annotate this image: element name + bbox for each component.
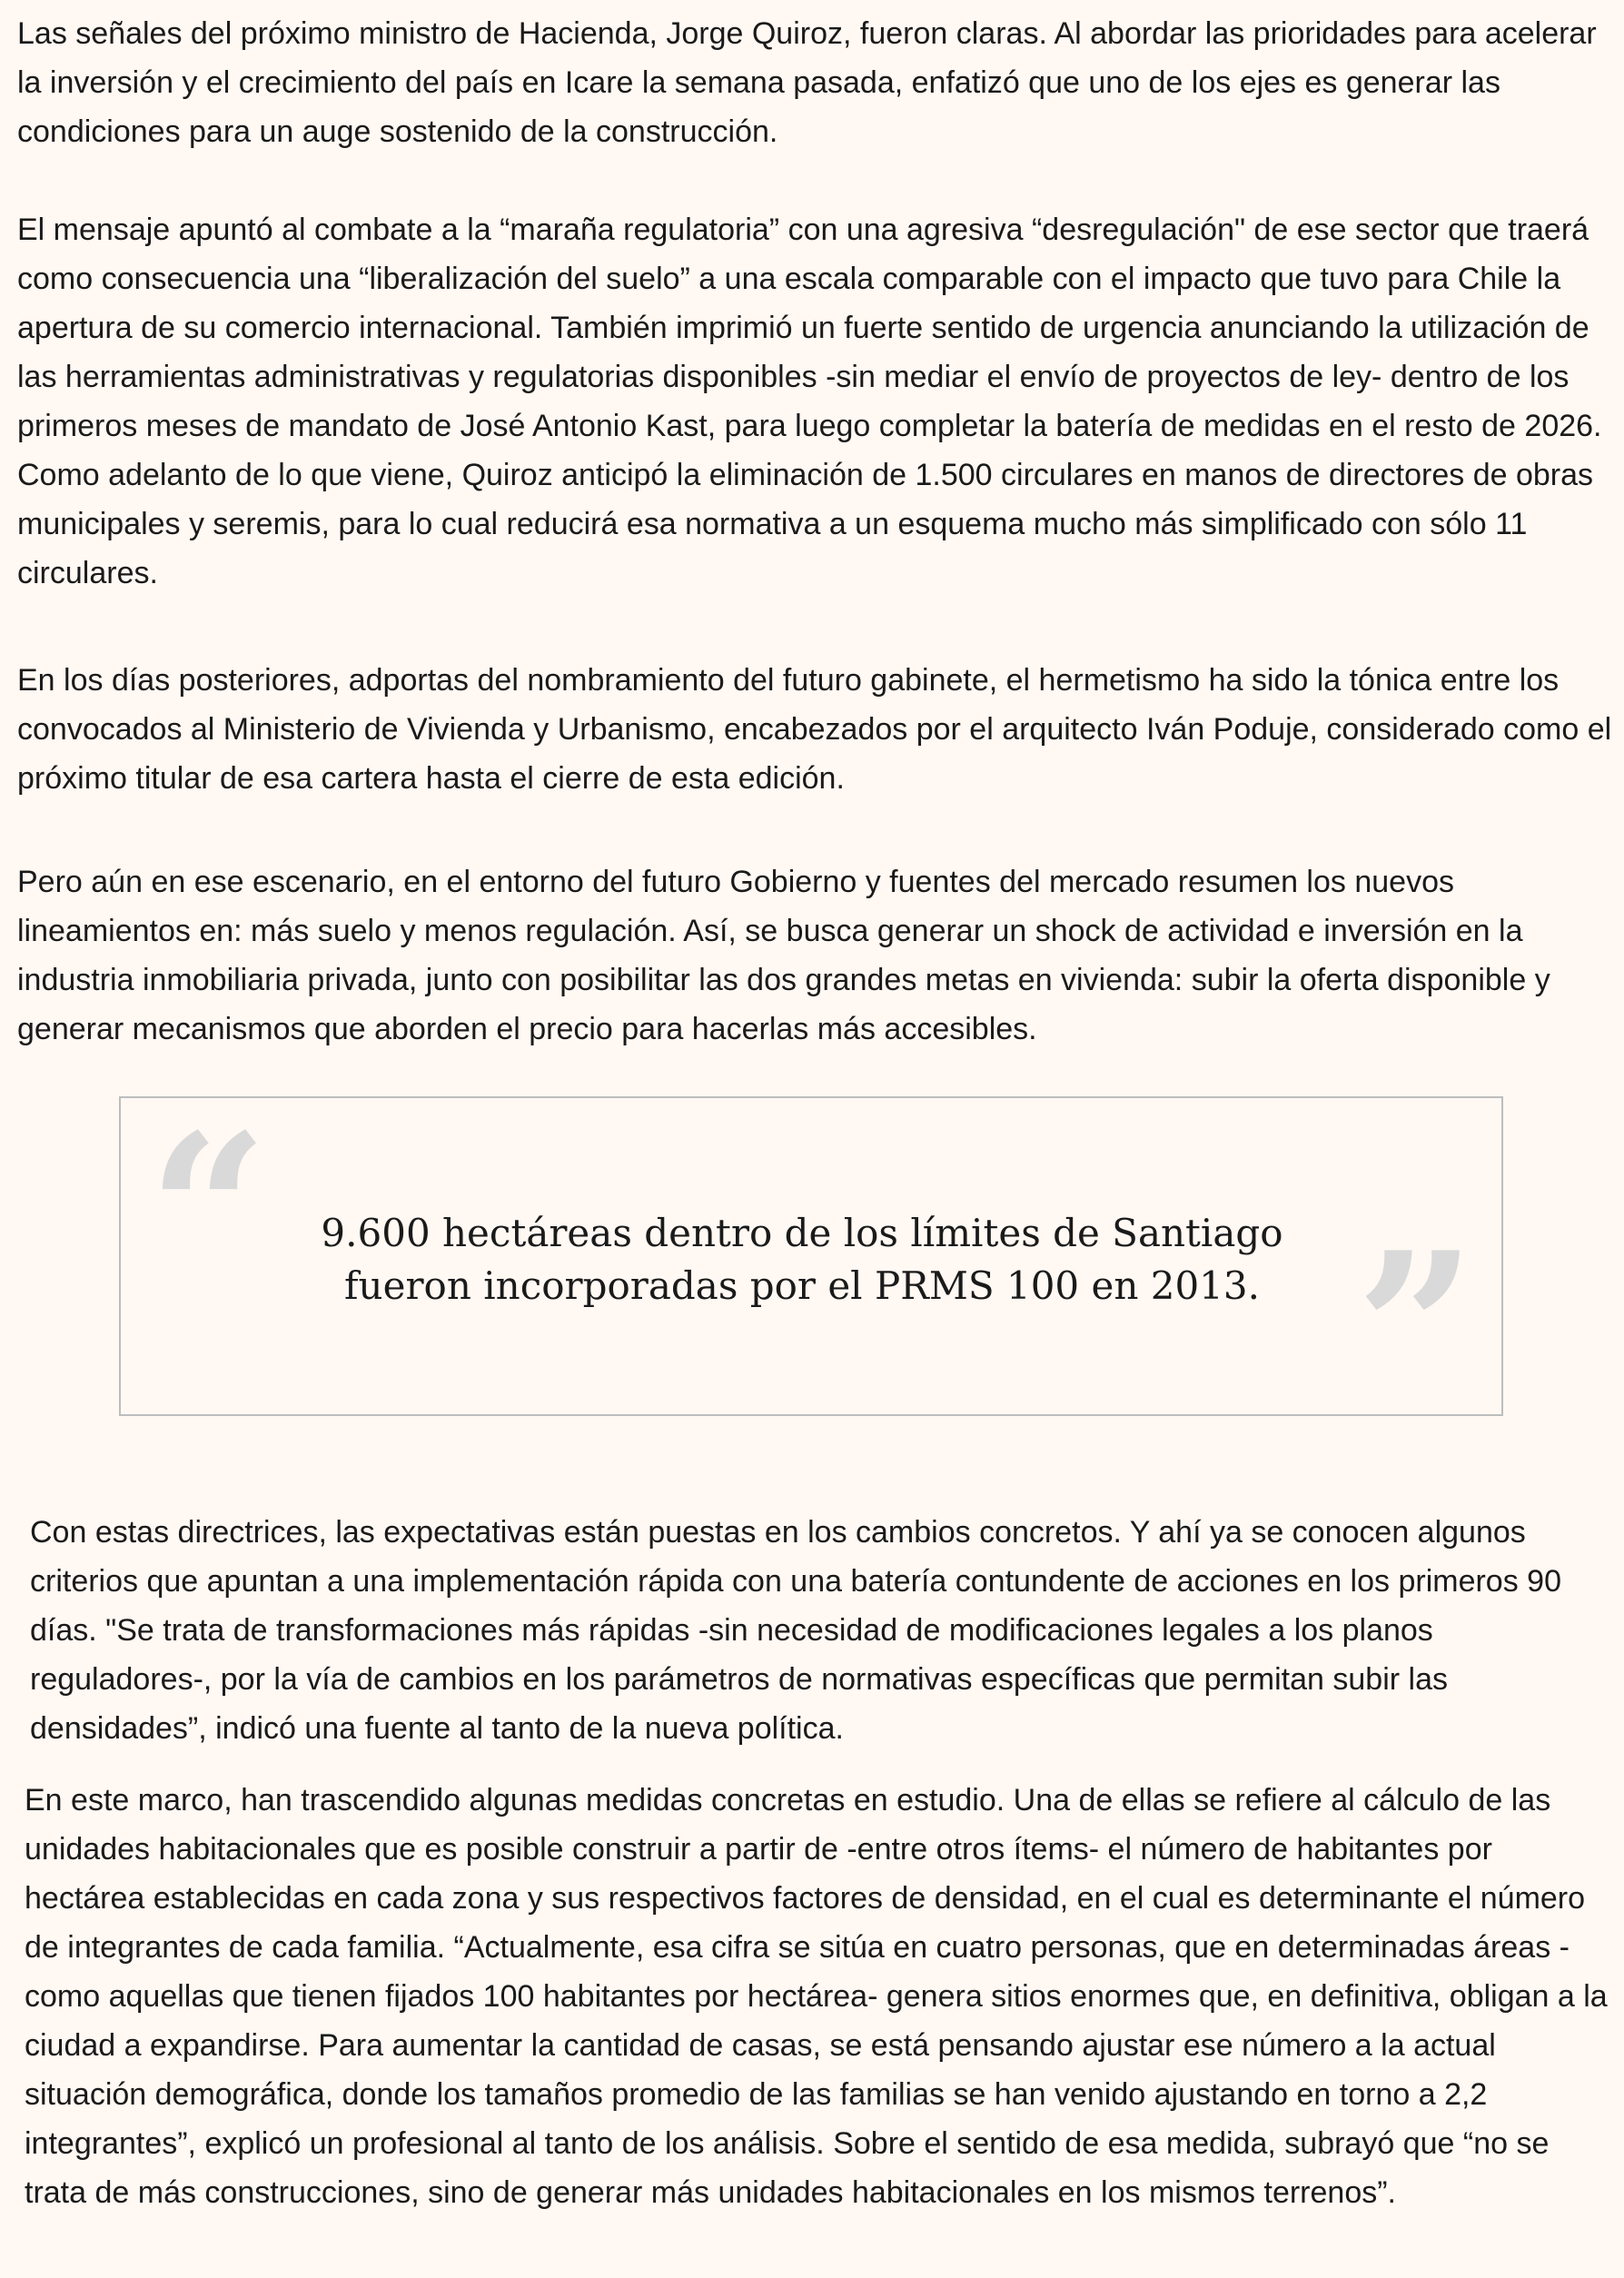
- article-paragraph-5: Con estas directrices, las expectativas están puestas en los cambios concretos. Y ahí ya se conocen algunos criterios que apuntan a una implementación rápida con una batería contundente de acciones en los primeros 90 días. "Se trata de transformaciones más rápidas -sin necesidad de modificaciones legales a los planos reguladores-, por la vía de cambios en los parámetros de normativas específicas que permitan subir las densidades”, indicó una fuente al tanto de la nueva política.: [30, 1515, 1561, 1746]
- pull-quote: [119, 1089, 1503, 1452]
- pull-quote-line-2: fueron incorporadas por el PRMS 100 en 2013.: [344, 1263, 1260, 1308]
- article-paragraph-6: En este marco, han trascendido algunas medidas concretas en estudio. Una de ellas se refiere al cálculo de las unidades habitacionales que es posible construir a partir de -entre otros ítems- el número de habitantes por hectárea establecidas en cada zona y sus respectivos factores de densidad, en el cual es determinante el número de integrantes de cada familia. “Actualmente, esa cifra se sitúa en cuatro personas, que en determinadas áreas -como aquellas que tienen fijados 100 habitantes por hectárea- genera sitios enormes que, en definitiva, obligan a la ciudad a expandirse. Para aumentar la cantidad de casas, se está pensando ajustar ese número a la actual situación demográfica, donde los tamaños promedio de las familias se han venido ajustando en torno a 2,2 integrantes”, explicó un profesional al tanto de los análisis. Sobre el sentido de esa medida, subrayó que “no se trata de más construcciones, sino de generar más unidades habitacionales en los mismos terrenos”.: [25, 1783, 1608, 2210]
- close-quote-icon: ”: [1355, 1207, 1476, 1452]
- article-paragraph-1: Las señales del próximo ministro de Hacienda, Jorge Quiroz, fueron claras. Al abordar las prioridades para acelerar la inversión y el crecimiento del país en Icare la semana pasada, enfatizó que uno de los ejes es generar las condiciones para un auge sostenido de la construcción.: [17, 16, 1597, 149]
- pull-quote-line-1: 9.600 hectáreas dentro de los límites de Santiago: [321, 1211, 1283, 1255]
- open-quote-icon: “: [148, 1089, 269, 1334]
- pull-quote-text: [302, 1207, 1302, 1312]
- article-paragraph-2: El mensaje apuntó al combate a la “maraña regulatoria” con una agresiva “desregulación" de ese sector que traerá como consecuencia una “liberalización del suelo” a una escala comparable con el impacto que tuvo para Chile la apertura de su comercio internacional. También imprimió un fuerte sentido de urgencia anunciando la utilización de las herramientas administrativas y regulatorias disponibles -sin mediar el envío de proyectos de ley- dentro de los primeros meses de mandato de José Antonio Kast, para luego completar la batería de medidas en el resto de 2026. Como adelanto de lo que viene, Quiroz anticipó la eliminación de 1.500 circulares en manos de directores de obras municipales y seremis, para lo cual reducirá esa normativa a un esquema mucho más simplificado con sólo 11 circulares.: [17, 213, 1602, 590]
- article-paragraph-4: Pero aún en ese escenario, en el entorno del futuro Gobierno y fuentes del mercado resumen los nuevos lineamientos en: más suelo y menos regulación. Así, se busca generar un shock de actividad e inversión en la industria inmobiliaria privada, junto con posibilitar las dos grandes metas en vivienda: subir la oferta disponible y generar mecanismos que aborden el precio para hacerlas más accesibles.: [17, 865, 1550, 1046]
- article-paragraph-3: En los días posteriores, adportas del nombramiento del futuro gabinete, el hermetismo ha sido la tónica entre los convocados al Ministerio de Vivienda y Urbanismo, encabezados por el arquitecto Iván Poduje, considerado como el próximo titular de esa cartera hasta el cierre de esta edición.: [17, 663, 1612, 796]
